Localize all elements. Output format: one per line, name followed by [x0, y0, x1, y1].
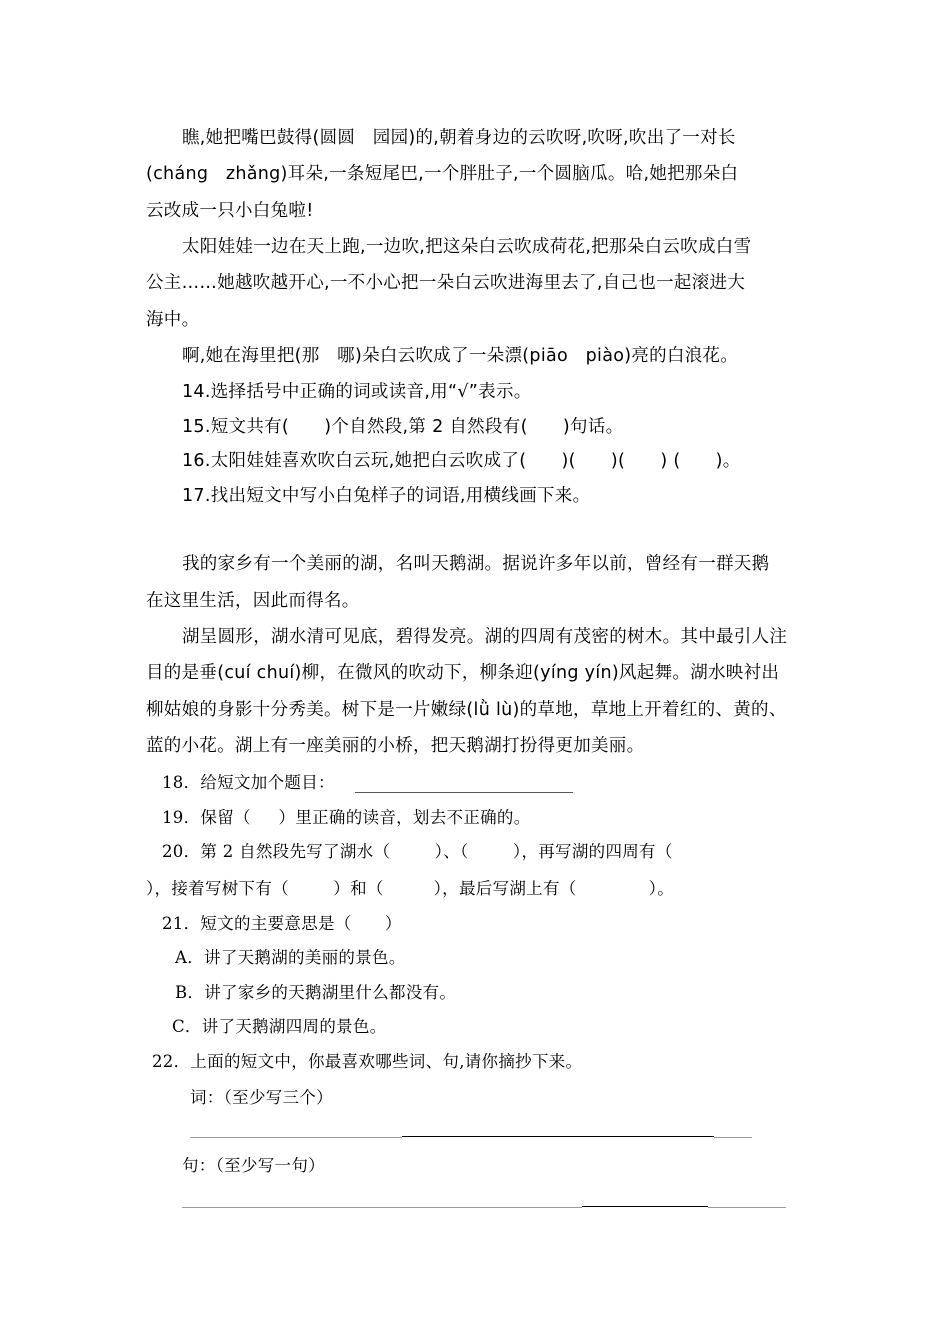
passage2-line: 在这里生活，因此而得名。 [146, 591, 360, 611]
answer-line-title[interactable] [355, 792, 573, 793]
question-22: 22．上面的短文中，你最喜欢哪些词、句,请你摘抄下来。 [152, 1052, 583, 1071]
question-20-line-1: 20．第 2 自然段先写了湖水（ ）、（ ），再写湖的四周有（ [162, 842, 673, 861]
answer-line-words[interactable] [402, 1136, 714, 1137]
passage2-line: 目的是垂(cuí chuí)柳，在微风的吹动下，柳条迎(yíng yín)风起舞。湖水映衬出 [146, 663, 780, 683]
answer-line-words[interactable] [714, 1137, 752, 1138]
passage1-line: 云改成一只小白兔啦! [146, 201, 314, 221]
question-15: 15.短文共有( )个自然段,第 2 自然段有( )句话。 [182, 417, 624, 437]
question-19: 19．保留（ ）里正确的读音，划去不正确的。 [162, 808, 531, 827]
passage2-line: 蓝的小花。湖上有一座美丽的小桥，把天鹅湖打扮得更加美丽。 [146, 736, 645, 756]
question-21: 21．短文的主要意思是（ ） [162, 914, 402, 933]
answer-line-sentence[interactable] [708, 1207, 786, 1208]
passage2-line: 柳姑娘的身影十分秀美。树下是一片嫩绿(lǜ lù)的草地，草地上开着红的、黄的、 [146, 700, 787, 720]
passage1-line: 公主……她越吹越开心,一不小心把一朵白云吹进海里去了,自己也一起滚进大 [146, 273, 746, 293]
passage2-line: 我的家乡有一个美丽的湖，名叫天鹅湖。据说许多年以前，曾经有一群天鹅 [182, 554, 770, 574]
passage1-line: (cháng zhǎng)耳朵,一条短尾巴,一个胖肚子,一个圆脑瓜。哈,她把那朵白 [146, 164, 739, 184]
option-c: C．讲了天鹅湖四周的景色。 [172, 1017, 387, 1036]
option-a: A．讲了天鹅湖的美丽的景色。 [175, 948, 406, 967]
option-b: B．讲了家乡的天鹅湖里什么都没有。 [175, 983, 457, 1002]
question-20-line-2: ），接着写树下有（ ）和（ ），最后写湖上有（ ）。 [146, 879, 674, 898]
question-18: 18．给短文加个题目： [162, 773, 335, 792]
passage1-line: 海中。 [146, 310, 200, 330]
question-16: 16.太阳娃娃喜欢吹白云玩,她把白云吹成了( )( )( ) ( )。 [182, 451, 741, 471]
answer-line-words[interactable] [190, 1137, 402, 1138]
answer-line-sentence[interactable] [182, 1207, 582, 1208]
passage1-line: 瞧,她把嘴巴鼓得(圆圆 园园)的,朝着身边的云吹呀,吹呀,吹出了一对长 [182, 128, 736, 148]
question-14: 14.选择括号中正确的词或读音,用“√”表示。 [182, 382, 532, 402]
passage1-line: 太阳娃娃一边在天上跑,一边吹,把这朵白云吹成荷花,把那朵白云吹成白雪 [182, 237, 752, 257]
question-17: 17.找出短文中写小白兔样子的词语,用横线画下来。 [182, 486, 591, 506]
sentence-prompt: 句：（至少写一句） [182, 1156, 325, 1175]
words-prompt: 词：（至少写三个） [190, 1088, 333, 1107]
answer-line-sentence[interactable] [582, 1206, 708, 1207]
passage1-line: 啊,她在海里把(那 哪)朵白云吹成了一朵漂(piāo piào)亮的白浪花。 [182, 346, 739, 366]
passage2-line: 湖呈圆形，湖水清可见底，碧得发亮。湖的四周有茂密的树木。其中最引人注 [182, 627, 788, 647]
